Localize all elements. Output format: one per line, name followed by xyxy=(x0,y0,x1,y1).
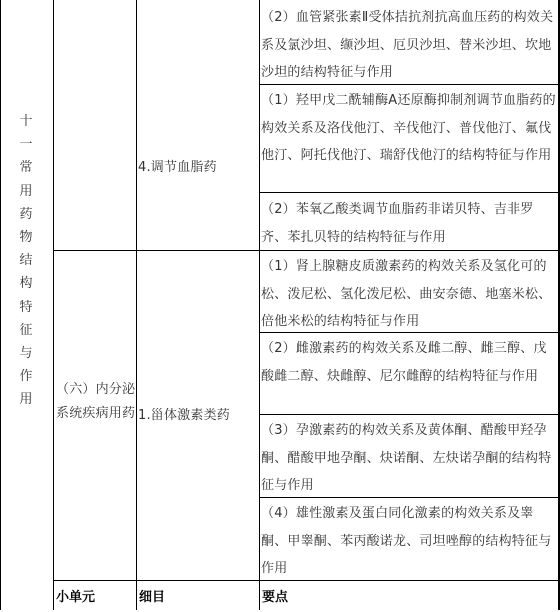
row-divider xyxy=(259,414,560,415)
point-cell xyxy=(261,196,557,251)
point-text: （1）羟甲戊二酰辅酶A还原酶抑制剂调节血脂药的构效关系及洛伐他汀、辛伐他汀、普伐他汀、氟伐他汀、阿托伐他汀、瑞舒伐他汀的结构特征与作用 xyxy=(261,93,556,164)
unit-label-char: 特 xyxy=(19,299,33,315)
header-subunit-label: 小单元 xyxy=(56,590,96,605)
point-cell xyxy=(261,253,557,336)
unit-label-char: 结 xyxy=(19,253,33,269)
header-item xyxy=(139,584,259,612)
unit-label-char: 常 xyxy=(19,160,33,176)
table-border-left xyxy=(0,0,1,610)
row-divider xyxy=(53,580,560,581)
header-points xyxy=(262,584,552,612)
row-divider xyxy=(53,250,560,251)
point-text: （2）苯氧乙酸类调节血脂药非诺贝特、吉非罗齐、苯扎贝特的结构特征与作用 xyxy=(261,202,534,245)
point-cell xyxy=(261,500,557,583)
unit-label-char: 与 xyxy=(19,346,33,362)
row-divider xyxy=(259,332,560,333)
item-lipid-cell xyxy=(138,154,258,182)
table-column-divider xyxy=(259,0,260,610)
point-text: （4）雄性激素及蛋白同化激素的构效关系及睾酮、甲睾酮、苯丙酸诺龙、司坦唑醇的结构特征与作用 xyxy=(261,506,552,577)
point-cell xyxy=(261,417,557,500)
unit-label-char: 作 xyxy=(19,369,33,385)
subunit-text: （六）内分泌系统疾病用药 xyxy=(56,382,136,421)
point-cell xyxy=(261,87,557,170)
unit-label-char: 构 xyxy=(19,276,33,292)
point-cell xyxy=(261,335,557,390)
point-text: （3）孕激素药的构效关系及黄体酮、醋酸甲羟孕酮、醋酸甲地孕酮、炔诺酮、左炔诺孕酮的结构特征与作用 xyxy=(261,423,552,494)
unit-label-char: 用 xyxy=(19,392,33,408)
header-item-label: 细目 xyxy=(139,590,166,605)
subunit-cell xyxy=(56,378,136,425)
unit-label-char: 十 xyxy=(19,114,33,129)
point-text: （2）血管紧张素Ⅱ受体拮抗剂抗高血压药的构效关系及氯沙坦、缬沙坦、厄贝沙坦、替米沙坦、坎地沙坦的结构特征与作用 xyxy=(261,10,554,81)
item-steroid-cell xyxy=(138,402,260,430)
unit-label-char: 用 xyxy=(19,183,33,199)
point-cell xyxy=(261,4,557,87)
unit-label-char: 物 xyxy=(19,230,33,246)
header-subunit xyxy=(56,584,136,612)
row-divider xyxy=(259,497,560,498)
unit-label xyxy=(0,110,52,412)
point-text: （1）肾上腺糖皮质激素药的构效关系及氢化可的松、泼尼松、氢化泼尼松、曲安奈德、地塞米松、倍他米松的结构特征与作用 xyxy=(261,259,552,330)
unit-label-char: 征 xyxy=(19,322,33,338)
row-divider xyxy=(259,84,560,85)
table-column-divider xyxy=(136,0,137,610)
unit-label-char: 一 xyxy=(19,137,33,153)
unit-label-char: 药 xyxy=(19,206,33,222)
item-lipid-text: 4.调节血脂药 xyxy=(138,160,217,175)
row-divider xyxy=(259,192,560,193)
table-column-divider xyxy=(53,0,54,610)
point-text: （2）雌激素药的构效关系及雌二醇、雌三醇、戊酸雌二醇、炔雌醇、尼尔雌醇的结构特征与作用 xyxy=(261,341,547,384)
header-points-label: 要点 xyxy=(262,590,289,605)
item-steroid-text: 1.甾体激素类药 xyxy=(138,408,231,423)
